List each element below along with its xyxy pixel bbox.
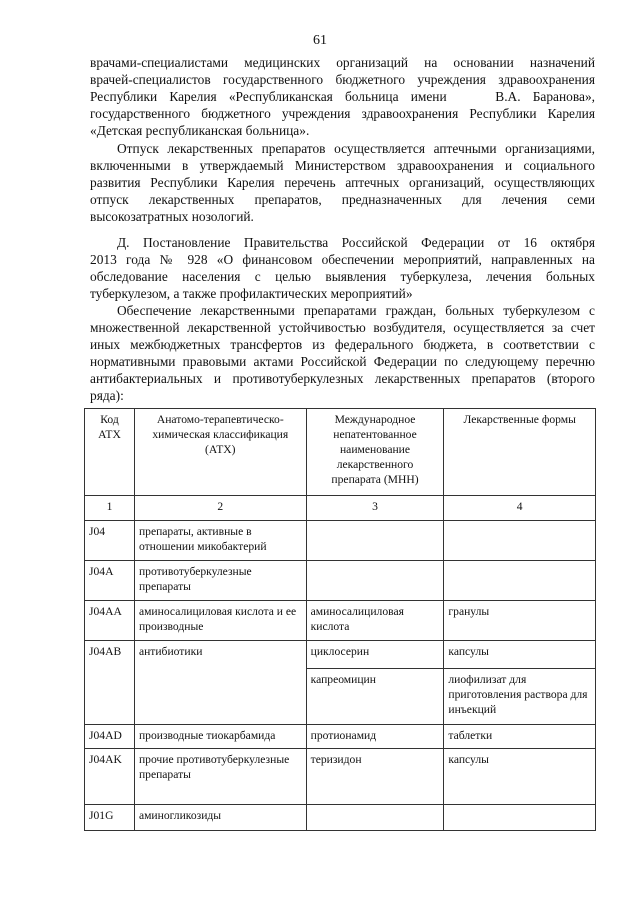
header-inn: Международное непатентованное наименование лекарственного препарата (МНН) <box>306 409 444 496</box>
cell-inn: протионамид <box>306 725 444 749</box>
page-number: 61 <box>313 33 327 48</box>
text-line: развития Республики Карелия перечень аптечных организаций, осуществляющих <box>90 175 595 190</box>
cell-inn: аминосалициловая кислота <box>306 601 444 641</box>
text-line: включенными в утверждаемый Министерством здравоохранения и социального <box>90 158 595 173</box>
table-row <box>85 521 596 561</box>
table-row <box>85 561 596 601</box>
cell-class: препараты, активные в отношении микобактерий <box>134 521 306 561</box>
text-line: Д. Постановление Правительства Российской Федерации от 16 октября <box>117 235 595 250</box>
text-line: ряда): <box>90 388 124 403</box>
header-code: Код АТХ <box>85 409 135 496</box>
cell-code: J04 <box>85 521 135 561</box>
column-number: 2 <box>134 496 306 521</box>
column-number-row <box>85 496 596 521</box>
cell-class: противотуберкулезные препараты <box>134 561 306 601</box>
column-number: 1 <box>85 496 135 521</box>
cell-class: аминогликозиды <box>134 805 306 831</box>
cell-inn <box>306 561 444 601</box>
text-line: нормативными правовыми актами Российской Федерации по следующему перечню <box>90 354 595 369</box>
text-line: антибактериальных и противотуберкулезных лекарственных препаратов (второго <box>90 371 595 386</box>
cell-code: J04AK <box>85 749 135 805</box>
cell-form: капсулы <box>444 641 596 669</box>
text-line: Отпуск лекарственных препаратов осуществляется аптечными организациями, <box>117 141 595 156</box>
paragraph-4 <box>90 302 595 404</box>
cell-inn: теризидон <box>306 749 444 805</box>
paragraph-3 <box>90 234 595 302</box>
text-line: отпуск лекарственных препаратов, предназначенных для лечения семи <box>90 192 595 207</box>
table-row <box>85 749 596 805</box>
table-header-row <box>85 409 596 496</box>
cell-class: аминосалициловая кислота и ее производные <box>134 601 306 641</box>
cell-inn: циклосерин <box>306 641 444 669</box>
table-row <box>85 601 596 641</box>
table-row <box>85 805 596 831</box>
cell-inn <box>306 521 444 561</box>
text-line: множественной лекарственной устойчивостью возбудителя, осуществляется за счет <box>90 320 595 335</box>
text-line: государственного бюджетного учреждения здравоохранения Республики Карелия <box>90 106 595 121</box>
cell-code: J04AD <box>85 725 135 749</box>
cell-class: производные тиокарбамида <box>134 725 306 749</box>
paragraph-2 <box>90 140 595 225</box>
text-line: врачами-специалистами медицинских организаций на основании назначений <box>90 55 595 70</box>
table-row <box>85 641 596 669</box>
cell-form: капсулы <box>444 749 596 805</box>
cell-code: J04AA <box>85 601 135 641</box>
cell-class: прочие противотуберкулезные препараты <box>134 749 306 805</box>
cell-inn: капреомицин <box>306 669 444 725</box>
atc-table <box>84 408 596 831</box>
text-line: Обеспечение лекарственными препаратами граждан, больных туберкулезом с <box>117 303 595 318</box>
cell-form <box>444 561 596 601</box>
text-line: 2013 года № 928 «О финансовом обеспечении мероприятий, направленных на <box>90 252 595 267</box>
column-number: 3 <box>306 496 444 521</box>
cell-form: гранулы <box>444 601 596 641</box>
text-line: иных межбюджетных трансфертов из федерального бюджета, в соответствии с <box>90 337 595 352</box>
cell-code: J04AB <box>85 641 135 725</box>
cell-form <box>444 805 596 831</box>
text-line: Республики Карелия «Республиканская больница имени В.А. Баранова», <box>90 89 595 104</box>
text-line: обследование населения с целью выявления туберкулеза, лечения больных <box>90 269 595 284</box>
text-line: туберкулезом, а также профилактических мероприятий» <box>90 286 413 301</box>
text-line: врачей-специалистов государственного бюджетного учреждения здравоохранения <box>90 72 595 87</box>
text-line: «Детская республиканская больница». <box>90 123 310 138</box>
paragraph-1 <box>90 54 595 139</box>
text-line: высокозатратных нозологий. <box>90 209 254 224</box>
cell-class: антибиотики <box>134 641 306 725</box>
cell-code: J01G <box>85 805 135 831</box>
cell-form: лиофилизат для приготовления раствора для инъекций <box>444 669 596 725</box>
header-atc-class: Анатомо-терапевтическо-химическая классификация (АТХ) <box>134 409 306 496</box>
cell-form <box>444 521 596 561</box>
column-number: 4 <box>444 496 596 521</box>
cell-code: J04A <box>85 561 135 601</box>
table-row <box>85 725 596 749</box>
cell-inn <box>306 805 444 831</box>
header-forms: Лекарственные формы <box>444 409 596 496</box>
cell-form: таблетки <box>444 725 596 749</box>
